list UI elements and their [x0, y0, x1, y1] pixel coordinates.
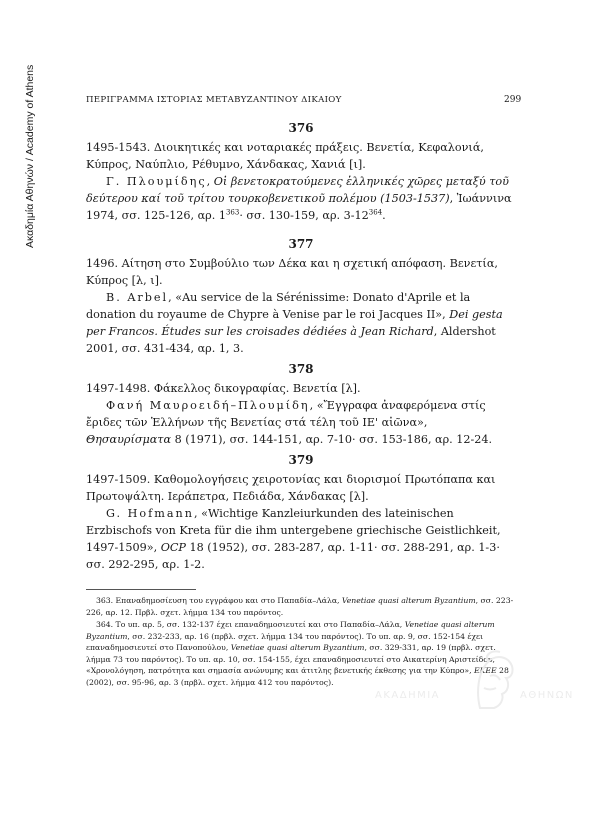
watermark-text-right: ΑΘΗΝΩΝ	[520, 690, 574, 701]
bib-text: ,	[206, 175, 214, 188]
bib-text: , Aldershot 2001, σσ. 431-434, αρ. 1, 3.	[86, 325, 496, 355]
watermark-logo-icon	[470, 648, 518, 718]
footnote-text: 364. Το υπ. αρ. 5, σσ. 132-137 έχει επαναδημοσιευτεί και στο Παπαδία–Λάλα,	[96, 620, 405, 629]
entry-bibliography	[86, 289, 516, 357]
footnote-rule	[86, 589, 196, 590]
bib-text: 8 (1971), σσ. 144-151, αρ. 7-10· σσ. 153-186, αρ. 12-24.	[171, 433, 493, 446]
bib-text: .	[382, 209, 386, 222]
bib-text: , «Wichtige Kanzleiurkunden des lateinischen Erzbischofs von Kreta für die ihm untergebene griechische Geistlichkeit, 1497-1509»,	[86, 507, 501, 554]
bib-text: , «Au service de la Sérénissime: Donato d'Aprile et la donation du royaume de Chypre à Venise par le roi Jacques II»,	[86, 291, 471, 321]
page-number: 299	[504, 95, 522, 105]
bib-text: · σσ. 130-159, αρ. 3-12	[239, 209, 369, 222]
footnote-title: ΕΚΕΕ	[474, 666, 497, 675]
entry-heading: 1497-1509. Καθομολογήσεις χειροτονίας και διορισμοί Πρωτόπαπα και Πρωτοψάλτη. Ιεράπετρα, Πεδιάδα, Χάνδακας [λ].	[86, 473, 496, 503]
footnote-text: , σσ. 329-331, αρ. 19 (πρβλ. σχετ. λήμμα 73 του παρόντος). Το υπ. αρ. 10, σσ. 154-155, έχει επαναδημοσιευτεί στο Αικατερίνη Αριστείδου, «Χρονολόγηση, πατρότητα και σημασία ανώνυμης και άτιτλης βενετικής έκθεσης για την Κύπρο»,	[86, 643, 496, 675]
bib-text: 18 (1952), σσ. 283-287, αρ. 1-11· σσ. 288-291, αρ. 1-3· σσ. 292-295, αρ. 1-2.	[86, 541, 500, 571]
work-title: Θησαυρίσματα	[86, 433, 172, 446]
work-title: Dei gesta per Francos. Études sur les croisades dédiées à Jean Richard	[86, 308, 503, 338]
footnote	[86, 619, 516, 688]
footnote-text: 28 (2002), σσ. 95-96, αρ. 3 (πρβλ. σχετ. λήμμα 412 του παρόντος).	[86, 666, 509, 687]
footnote-ref: 364	[368, 208, 383, 217]
entry-heading: 1495-1543. Διοικητικές και νοταριακές πράξεις. Βενετία, Κεφαλονιά, Κύπρος, Ναύπλιο, Ρέθυμνο, Χάνδακας, Χανιά [ι].	[86, 141, 484, 171]
footnote-text: , σσ. 223-226, αρ. 12. Πρβλ. σχετ. λήμμα 134 του παρόντος.	[86, 596, 514, 617]
bib-text: , Ἰωάννινα 1974, σσ. 125-126, αρ. 1	[86, 192, 512, 222]
work-title: Οἱ βενετοκρατούμενες ἑλληνικές χῶρες μεταξύ τοῦ δεύτερου καί τοῦ τρίτου τουρκοβενετικοῦ πολέμου (1503-1537)	[86, 175, 509, 205]
entry-bibliography	[86, 505, 516, 573]
entry-bibliography	[86, 173, 516, 224]
repository-side-label: Ακαδημία Αθηνών / Academy of Athens	[24, 64, 36, 248]
author-name: G. Hofmann	[106, 507, 194, 520]
footnote	[86, 595, 516, 618]
entry-number: 376	[288, 121, 314, 135]
entry-number: 378	[288, 362, 314, 376]
entry-bibliography	[86, 397, 516, 448]
entry-heading: 1496. Αίτηση στο Συμβούλιο των Δέκα και η σχετική απόφαση. Βενετία, Κύπρος [λ, ι].	[86, 257, 498, 287]
footnote-text: , σσ. 232-233, αρ. 16 (πρβλ. σχετ. λήμμα 134 του παρόντος). Το υπ. αρ. 9, σσ. 152-154 έχει επαναδημοσιευτεί στο Πανοπούλου,	[86, 631, 484, 652]
author-name: Φανή Μαυροειδή–Πλουμίδη	[106, 399, 310, 412]
footnote-title: Venetiae quasi alterum Byzantium	[230, 643, 365, 652]
running-head: ΠΕΡΙΓΡΑΜΜΑ ΙΣΤΟΡΙΑΣ ΜΕΤΑΒΥΖΑΝΤΙΝΟΥ ΔΙΚΑΙΟΥ	[86, 95, 342, 105]
footnote-title: Venetiae quasi alterum Byzantium	[341, 596, 476, 605]
work-title: OCP	[160, 541, 186, 554]
bib-text: , «Ἔγγραφα ἀναφερόμενα στίς ἔριδες τῶν Ἑλλήνων τῆς Βενετίας στά τέλη τοῦ ΙΕ' αἰῶνα»,	[86, 399, 486, 429]
footnote-title: Venetiae quasi alterum Byzantium	[86, 620, 495, 641]
entry-number: 379	[288, 453, 314, 467]
author-name: B. Arbel	[106, 291, 169, 304]
author-name: Γ. Πλουμίδης	[106, 175, 207, 188]
entry-heading: 1497-1498. Φάκελλος δικογραφίας. Βενετία [λ].	[86, 382, 361, 395]
watermark-text-left: ΑΚΑΔΗΜΙΑ	[375, 690, 441, 701]
footnote-text: 363. Επαναδημοσίευση του εγγράφου και στο Παπαδία–Λάλα,	[96, 596, 342, 605]
entry-number: 377	[288, 237, 314, 251]
footnote-ref: 363	[225, 208, 240, 217]
